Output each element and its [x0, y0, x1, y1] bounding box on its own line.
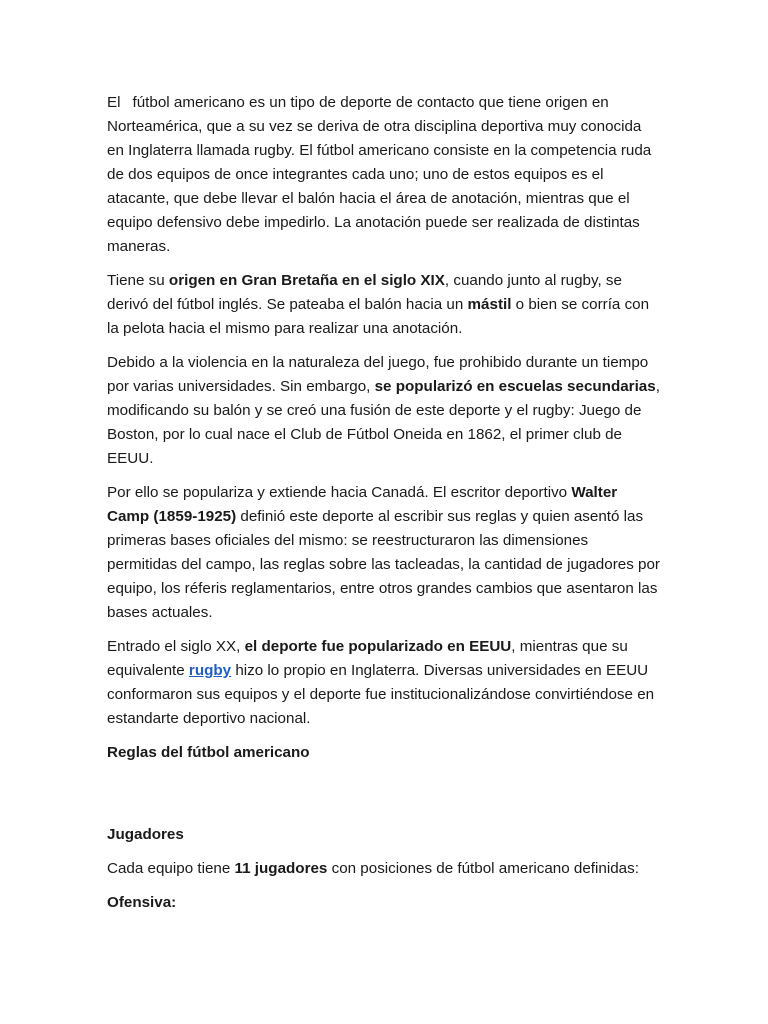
origin-text-1: Tiene su	[107, 272, 169, 289]
walter-bold-1: Walter Camp (1859-1925)	[107, 484, 618, 525]
walter-text-1: Por ello se populariza y extiende hacia Canadá. El escritor deportivo	[107, 484, 572, 501]
heading-rules: Reglas del fútbol americano	[107, 744, 310, 761]
paragraph-20th-century	[107, 635, 662, 731]
origin-bold-2: mástil	[467, 296, 512, 313]
paragraph-players	[107, 857, 662, 881]
players-bold-1: 11 jugadores	[234, 860, 328, 877]
rugby-link[interactable]: rugby	[188, 662, 232, 679]
origin-text-2: , cuando junto al rugby, se derivó del fútbol inglés. Se pateaba el balón hacia un	[107, 272, 622, 313]
century-text-3: hizo lo propio en Inglaterra. Diversas universidades en EEUU conformaron sus equipos y el deporte fue institucionalizándose convirtiéndose en estandarte deportivo nacional.	[107, 662, 655, 727]
players-text-2: con posiciones de fútbol americano definidas:	[327, 860, 639, 877]
walter-text-2: definió este deporte al escribir sus reglas y quien asentó las primeras bases oficiales del mismo: se reestructuraron las dimensiones permitidas del campo, las reglas sobre las tacleadas, la cantidad de jugadores por equipo, los réferis reglamentarios, entre otros grandes cambios que asentaron las bases actuales.	[107, 508, 660, 621]
heading-offense: Ofensiva:	[107, 894, 177, 911]
intro-text: fútbol americano es un tipo de deporte de contacto que tiene origen en Norteamérica, que a su vez se deriva de otra disciplina deportiva muy conocida en Inglaterra llamada rugby. El fútbol americano consiste en la competencia ruda de dos equipos de once integrantes cada uno; uno de estos equipos es el atacante, que debe llevar el balón hacia el área de anotación, mientras que el equipo defensivo debe impedirlo. La anotación puede ser realizada de distintas maneras.	[107, 94, 652, 255]
intro-lead-word: El	[107, 94, 121, 111]
players-text-1: Cada equipo tiene	[107, 860, 235, 877]
century-bold-1: el deporte fue popularizado en EEUU	[244, 638, 512, 655]
blank-spacer	[107, 775, 662, 823]
origin-text-3: o bien se corría con la pelota hacia el mismo para realizar una anotación.	[107, 296, 650, 337]
document-body	[107, 91, 662, 925]
paragraph-violence	[107, 351, 662, 471]
heading-players: Jugadores	[107, 826, 184, 843]
century-text-1: Entrado el siglo XX,	[107, 638, 245, 655]
paragraph-walter-camp	[107, 481, 662, 625]
violence-bold-1: se popularizó en escuelas secundarias	[374, 378, 656, 395]
paragraph-intro	[107, 91, 662, 259]
century-text-2: , mientras que su equivalente	[107, 638, 628, 679]
violence-text-1: Debido a la violencia en la naturaleza del juego, fue prohibido durante un tiempo por varias universidades. Sin embargo,	[107, 354, 649, 395]
paragraph-origin	[107, 269, 662, 341]
origin-bold-1: origen en Gran Bretaña en el siglo XIX	[168, 272, 445, 289]
violence-text-2: , modificando su balón y se creó una fusión de este deporte y el rugby: Juego de Boston, por lo cual nace el Club de Fútbol Oneida en 1862, el primer club de EEUU.	[107, 378, 660, 467]
